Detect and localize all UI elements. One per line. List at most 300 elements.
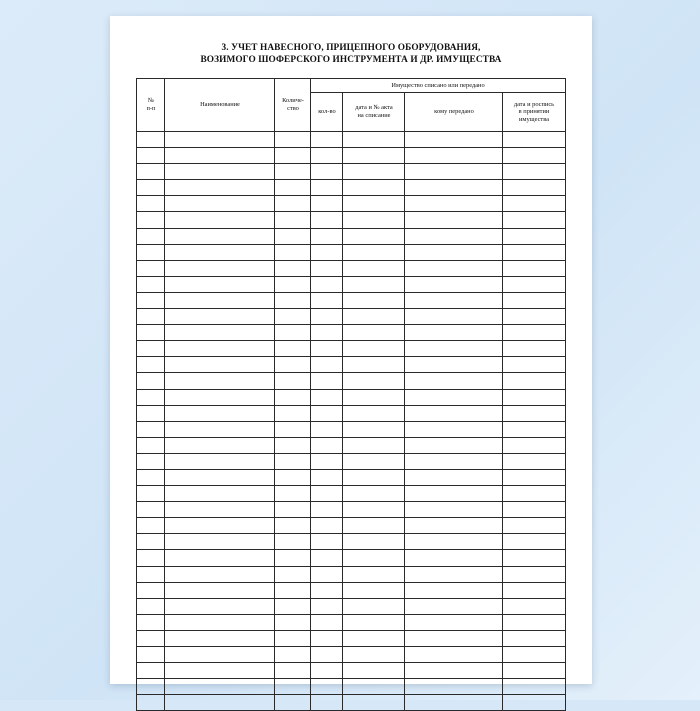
cell-recipient[interactable] xyxy=(405,695,503,711)
cell-kolvo[interactable] xyxy=(311,164,343,180)
cell-quantity[interactable] xyxy=(275,212,311,228)
cell-quantity[interactable] xyxy=(275,341,311,357)
cell-kolvo[interactable] xyxy=(311,260,343,276)
cell-number[interactable] xyxy=(137,405,165,421)
cell-signature[interactable] xyxy=(503,260,565,276)
cell-act[interactable] xyxy=(343,502,405,518)
column-header-number-line-2: п-п xyxy=(146,105,156,112)
cell-name[interactable] xyxy=(165,244,275,260)
cell-recipient[interactable] xyxy=(405,292,503,308)
cell-kolvo[interactable] xyxy=(311,598,343,614)
cell-quantity[interactable] xyxy=(275,647,311,663)
cell-name[interactable] xyxy=(165,695,275,711)
table-row[interactable] xyxy=(137,647,565,663)
cell-kolvo[interactable] xyxy=(311,389,343,405)
cell-number[interactable] xyxy=(137,582,165,598)
cell-recipient[interactable] xyxy=(405,196,503,212)
table-row[interactable] xyxy=(137,180,565,196)
cell-recipient[interactable] xyxy=(405,309,503,325)
cell-quantity[interactable] xyxy=(275,582,311,598)
cell-name[interactable] xyxy=(165,260,275,276)
cell-kolvo[interactable] xyxy=(311,566,343,582)
cell-name[interactable] xyxy=(165,405,275,421)
cell-signature[interactable] xyxy=(503,630,565,646)
cell-act[interactable] xyxy=(343,437,405,453)
cell-number[interactable] xyxy=(137,309,165,325)
cell-signature[interactable] xyxy=(503,405,565,421)
cell-act[interactable] xyxy=(343,614,405,630)
cell-kolvo[interactable] xyxy=(311,647,343,663)
cell-quantity[interactable] xyxy=(275,276,311,292)
cell-signature[interactable] xyxy=(503,341,565,357)
cell-quantity[interactable] xyxy=(275,309,311,325)
cell-quantity[interactable] xyxy=(275,228,311,244)
cell-signature[interactable] xyxy=(503,196,565,212)
table-row[interactable] xyxy=(137,292,565,308)
table-row[interactable] xyxy=(137,276,565,292)
cell-number[interactable] xyxy=(137,695,165,711)
cell-kolvo[interactable] xyxy=(311,695,343,711)
cell-act[interactable] xyxy=(343,518,405,534)
cell-act[interactable] xyxy=(343,405,405,421)
cell-recipient[interactable] xyxy=(405,469,503,485)
cell-number[interactable] xyxy=(137,469,165,485)
cell-kolvo[interactable] xyxy=(311,341,343,357)
cell-name[interactable] xyxy=(165,486,275,502)
cell-act[interactable] xyxy=(343,695,405,711)
cell-act[interactable] xyxy=(343,421,405,437)
cell-signature[interactable] xyxy=(503,228,565,244)
cell-signature[interactable] xyxy=(503,292,565,308)
cell-signature[interactable] xyxy=(503,148,565,164)
cell-quantity[interactable] xyxy=(275,292,311,308)
cell-act[interactable] xyxy=(343,260,405,276)
table-row[interactable] xyxy=(137,164,565,180)
table-row[interactable] xyxy=(137,405,565,421)
cell-number[interactable] xyxy=(137,437,165,453)
column-header-number-line-1: № xyxy=(147,97,155,105)
column-header-quantity-line-1: Количе- xyxy=(282,97,304,105)
cell-kolvo[interactable] xyxy=(311,196,343,212)
cell-name[interactable] xyxy=(165,228,275,244)
cell-kolvo[interactable] xyxy=(311,309,343,325)
cell-act[interactable] xyxy=(343,309,405,325)
cell-signature[interactable] xyxy=(503,695,565,711)
cell-quantity[interactable] xyxy=(275,453,311,469)
cell-signature[interactable] xyxy=(503,469,565,485)
cell-quantity[interactable] xyxy=(275,663,311,679)
cell-act[interactable] xyxy=(343,292,405,308)
cell-recipient[interactable] xyxy=(405,421,503,437)
cell-kolvo[interactable] xyxy=(311,132,343,148)
column-header-act xyxy=(343,93,405,132)
cell-signature[interactable] xyxy=(503,132,565,148)
table-row[interactable] xyxy=(137,550,565,566)
table-row[interactable] xyxy=(137,614,565,630)
cell-number[interactable] xyxy=(137,663,165,679)
cell-number[interactable] xyxy=(137,647,165,663)
cell-kolvo[interactable] xyxy=(311,357,343,373)
table-row[interactable] xyxy=(137,502,565,518)
cell-recipient[interactable] xyxy=(405,437,503,453)
page-title-line-2: ВОЗИМОГО ШОФЕРСКОГО ИНСТРУМЕНТА И ДР. ИМУЩЕСТВА xyxy=(200,55,502,65)
cell-recipient[interactable] xyxy=(405,679,503,695)
cell-signature[interactable] xyxy=(503,373,565,389)
cell-name[interactable] xyxy=(165,180,275,196)
cell-recipient[interactable] xyxy=(405,534,503,550)
cell-name[interactable] xyxy=(165,550,275,566)
cell-recipient[interactable] xyxy=(405,276,503,292)
cell-signature[interactable] xyxy=(503,679,565,695)
cell-signature[interactable] xyxy=(503,582,565,598)
cell-name[interactable] xyxy=(165,292,275,308)
cell-act[interactable] xyxy=(343,373,405,389)
cell-name[interactable] xyxy=(165,566,275,582)
cell-quantity[interactable] xyxy=(275,132,311,148)
table-row[interactable] xyxy=(137,389,565,405)
cell-kolvo[interactable] xyxy=(311,518,343,534)
table-row[interactable] xyxy=(137,325,565,341)
cell-signature[interactable] xyxy=(503,614,565,630)
cell-name[interactable] xyxy=(165,534,275,550)
table-row[interactable] xyxy=(137,534,565,550)
cell-signature[interactable] xyxy=(503,325,565,341)
cell-recipient[interactable] xyxy=(405,518,503,534)
cell-quantity[interactable] xyxy=(275,550,311,566)
cell-number[interactable] xyxy=(137,357,165,373)
column-header-signature xyxy=(503,93,565,132)
cell-quantity[interactable] xyxy=(275,486,311,502)
cell-quantity[interactable] xyxy=(275,373,311,389)
cell-signature[interactable] xyxy=(503,518,565,534)
cell-quantity[interactable] xyxy=(275,534,311,550)
cell-number[interactable] xyxy=(137,260,165,276)
cell-number[interactable] xyxy=(137,389,165,405)
cell-kolvo[interactable] xyxy=(311,180,343,196)
cell-number[interactable] xyxy=(137,598,165,614)
cell-name[interactable] xyxy=(165,614,275,630)
cell-recipient[interactable] xyxy=(405,598,503,614)
cell-kolvo[interactable] xyxy=(311,550,343,566)
table-row[interactable] xyxy=(137,518,565,534)
column-header-recipient: кому передано xyxy=(405,93,503,132)
cell-kolvo[interactable] xyxy=(311,212,343,228)
cell-act[interactable] xyxy=(343,582,405,598)
cell-number[interactable] xyxy=(137,534,165,550)
table-row[interactable] xyxy=(137,566,565,582)
cell-quantity[interactable] xyxy=(275,405,311,421)
cell-name[interactable] xyxy=(165,341,275,357)
cell-number[interactable] xyxy=(137,292,165,308)
table-row[interactable] xyxy=(137,486,565,502)
cell-recipient[interactable] xyxy=(405,341,503,357)
column-header-act-line-1: дата и № акта xyxy=(355,104,393,112)
cell-number[interactable] xyxy=(137,132,165,148)
cell-signature[interactable] xyxy=(503,534,565,550)
cell-signature[interactable] xyxy=(503,550,565,566)
cell-kolvo[interactable] xyxy=(311,679,343,695)
table-row[interactable] xyxy=(137,679,565,695)
cell-act[interactable] xyxy=(343,679,405,695)
cell-act[interactable] xyxy=(343,469,405,485)
cell-quantity[interactable] xyxy=(275,437,311,453)
cell-signature[interactable] xyxy=(503,389,565,405)
cell-quantity[interactable] xyxy=(275,164,311,180)
cell-quantity[interactable] xyxy=(275,196,311,212)
cell-recipient[interactable] xyxy=(405,405,503,421)
table-row[interactable] xyxy=(137,244,565,260)
cell-number[interactable] xyxy=(137,453,165,469)
cell-number[interactable] xyxy=(137,228,165,244)
cell-name[interactable] xyxy=(165,679,275,695)
cell-quantity[interactable] xyxy=(275,614,311,630)
cell-recipient[interactable] xyxy=(405,212,503,228)
cell-kolvo[interactable] xyxy=(311,244,343,260)
cell-recipient[interactable] xyxy=(405,630,503,646)
cell-act[interactable] xyxy=(343,212,405,228)
cell-kolvo[interactable] xyxy=(311,437,343,453)
cell-number[interactable] xyxy=(137,164,165,180)
cell-number[interactable] xyxy=(137,566,165,582)
cell-number[interactable] xyxy=(137,614,165,630)
table-row[interactable] xyxy=(137,341,565,357)
cell-name[interactable] xyxy=(165,630,275,646)
cell-recipient[interactable] xyxy=(405,164,503,180)
cell-number[interactable] xyxy=(137,148,165,164)
cell-signature[interactable] xyxy=(503,212,565,228)
cell-name[interactable] xyxy=(165,647,275,663)
cell-act[interactable] xyxy=(343,228,405,244)
cell-quantity[interactable] xyxy=(275,469,311,485)
cell-name[interactable] xyxy=(165,357,275,373)
cell-kolvo[interactable] xyxy=(311,405,343,421)
cell-quantity[interactable] xyxy=(275,389,311,405)
cell-kolvo[interactable] xyxy=(311,486,343,502)
cell-quantity[interactable] xyxy=(275,148,311,164)
table-row[interactable] xyxy=(137,373,565,389)
table-row[interactable] xyxy=(137,228,565,244)
cell-name[interactable] xyxy=(165,663,275,679)
cell-name[interactable] xyxy=(165,132,275,148)
cell-name[interactable] xyxy=(165,309,275,325)
cell-name[interactable] xyxy=(165,598,275,614)
cell-name[interactable] xyxy=(165,389,275,405)
column-header-number xyxy=(137,79,165,132)
cell-act[interactable] xyxy=(343,389,405,405)
cell-act[interactable] xyxy=(343,663,405,679)
cell-act[interactable] xyxy=(343,276,405,292)
cell-act[interactable] xyxy=(343,647,405,663)
cell-recipient[interactable] xyxy=(405,453,503,469)
cell-kolvo[interactable] xyxy=(311,469,343,485)
cell-kolvo[interactable] xyxy=(311,663,343,679)
cell-signature[interactable] xyxy=(503,437,565,453)
cell-quantity[interactable] xyxy=(275,260,311,276)
cell-number[interactable] xyxy=(137,341,165,357)
table-row[interactable] xyxy=(137,663,565,679)
cell-quantity[interactable] xyxy=(275,566,311,582)
cell-signature[interactable] xyxy=(503,453,565,469)
cell-number[interactable] xyxy=(137,325,165,341)
table-header xyxy=(137,79,565,132)
cell-quantity[interactable] xyxy=(275,244,311,260)
cell-recipient[interactable] xyxy=(405,357,503,373)
cell-signature[interactable] xyxy=(503,180,565,196)
cell-kolvo[interactable] xyxy=(311,325,343,341)
cell-kolvo[interactable] xyxy=(311,421,343,437)
table-row[interactable] xyxy=(137,212,565,228)
cell-signature[interactable] xyxy=(503,598,565,614)
table-row[interactable] xyxy=(137,196,565,212)
cell-number[interactable] xyxy=(137,244,165,260)
cell-kolvo[interactable] xyxy=(311,292,343,308)
cell-name[interactable] xyxy=(165,164,275,180)
table-row[interactable] xyxy=(137,695,565,711)
cell-act[interactable] xyxy=(343,244,405,260)
table-row[interactable] xyxy=(137,437,565,453)
cell-name[interactable] xyxy=(165,582,275,598)
cell-act[interactable] xyxy=(343,132,405,148)
cell-number[interactable] xyxy=(137,550,165,566)
cell-quantity[interactable] xyxy=(275,421,311,437)
cell-number[interactable] xyxy=(137,486,165,502)
cell-quantity[interactable] xyxy=(275,357,311,373)
cell-recipient[interactable] xyxy=(405,486,503,502)
cell-quantity[interactable] xyxy=(275,502,311,518)
cell-kolvo[interactable] xyxy=(311,373,343,389)
cell-number[interactable] xyxy=(137,180,165,196)
table-row[interactable] xyxy=(137,260,565,276)
cell-name[interactable] xyxy=(165,148,275,164)
cell-name[interactable] xyxy=(165,212,275,228)
cell-kolvo[interactable] xyxy=(311,502,343,518)
cell-recipient[interactable] xyxy=(405,582,503,598)
table-row[interactable] xyxy=(137,357,565,373)
cell-act[interactable] xyxy=(343,598,405,614)
cell-signature[interactable] xyxy=(503,502,565,518)
cell-recipient[interactable] xyxy=(405,614,503,630)
cell-signature[interactable] xyxy=(503,164,565,180)
cell-quantity[interactable] xyxy=(275,325,311,341)
cell-act[interactable] xyxy=(343,180,405,196)
table-row[interactable] xyxy=(137,469,565,485)
cell-act[interactable] xyxy=(343,566,405,582)
table-row[interactable] xyxy=(137,309,565,325)
cell-signature[interactable] xyxy=(503,357,565,373)
cell-name[interactable] xyxy=(165,325,275,341)
cell-signature[interactable] xyxy=(503,647,565,663)
cell-name[interactable] xyxy=(165,469,275,485)
cell-number[interactable] xyxy=(137,212,165,228)
cell-recipient[interactable] xyxy=(405,180,503,196)
cell-kolvo[interactable] xyxy=(311,630,343,646)
cell-kolvo[interactable] xyxy=(311,582,343,598)
cell-recipient[interactable] xyxy=(405,566,503,582)
cell-signature[interactable] xyxy=(503,421,565,437)
cell-recipient[interactable] xyxy=(405,389,503,405)
cell-recipient[interactable] xyxy=(405,132,503,148)
cell-act[interactable] xyxy=(343,630,405,646)
cell-act[interactable] xyxy=(343,534,405,550)
cell-name[interactable] xyxy=(165,196,275,212)
table-row[interactable] xyxy=(137,421,565,437)
cell-number[interactable] xyxy=(137,276,165,292)
cell-kolvo[interactable] xyxy=(311,453,343,469)
cell-quantity[interactable] xyxy=(275,180,311,196)
cell-kolvo[interactable] xyxy=(311,534,343,550)
cell-number[interactable] xyxy=(137,373,165,389)
table-row[interactable] xyxy=(137,598,565,614)
cell-name[interactable] xyxy=(165,518,275,534)
cell-act[interactable] xyxy=(343,550,405,566)
cell-kolvo[interactable] xyxy=(311,228,343,244)
cell-number[interactable] xyxy=(137,679,165,695)
cell-signature[interactable] xyxy=(503,244,565,260)
cell-recipient[interactable] xyxy=(405,148,503,164)
table-row[interactable] xyxy=(137,630,565,646)
cell-number[interactable] xyxy=(137,502,165,518)
cell-quantity[interactable] xyxy=(275,598,311,614)
cell-quantity[interactable] xyxy=(275,679,311,695)
cell-recipient[interactable] xyxy=(405,373,503,389)
cell-act[interactable] xyxy=(343,486,405,502)
cell-kolvo[interactable] xyxy=(311,614,343,630)
table-row[interactable] xyxy=(137,132,565,148)
cell-act[interactable] xyxy=(343,196,405,212)
cell-kolvo[interactable] xyxy=(311,276,343,292)
cell-name[interactable] xyxy=(165,453,275,469)
cell-name[interactable] xyxy=(165,502,275,518)
cell-kolvo[interactable] xyxy=(311,148,343,164)
cell-act[interactable] xyxy=(343,148,405,164)
cell-act[interactable] xyxy=(343,453,405,469)
cell-quantity[interactable] xyxy=(275,695,311,711)
column-header-name: Наименование xyxy=(165,79,275,132)
cell-name[interactable] xyxy=(165,373,275,389)
cell-name[interactable] xyxy=(165,421,275,437)
table-row[interactable] xyxy=(137,453,565,469)
cell-quantity[interactable] xyxy=(275,630,311,646)
cell-signature[interactable] xyxy=(503,276,565,292)
cell-quantity[interactable] xyxy=(275,518,311,534)
cell-name[interactable] xyxy=(165,276,275,292)
cell-act[interactable] xyxy=(343,325,405,341)
cell-recipient[interactable] xyxy=(405,244,503,260)
cell-recipient[interactable] xyxy=(405,260,503,276)
cell-number[interactable] xyxy=(137,421,165,437)
cell-recipient[interactable] xyxy=(405,502,503,518)
cell-name[interactable] xyxy=(165,437,275,453)
cell-act[interactable] xyxy=(343,357,405,373)
cell-number[interactable] xyxy=(137,630,165,646)
cell-signature[interactable] xyxy=(503,663,565,679)
cell-recipient[interactable] xyxy=(405,663,503,679)
cell-recipient[interactable] xyxy=(405,325,503,341)
table-body xyxy=(137,132,565,711)
table-row[interactable] xyxy=(137,582,565,598)
cell-signature[interactable] xyxy=(503,309,565,325)
cell-signature[interactable] xyxy=(503,486,565,502)
cell-recipient[interactable] xyxy=(405,550,503,566)
cell-number[interactable] xyxy=(137,518,165,534)
cell-number[interactable] xyxy=(137,196,165,212)
cell-signature[interactable] xyxy=(503,566,565,582)
cell-act[interactable] xyxy=(343,341,405,357)
cell-recipient[interactable] xyxy=(405,647,503,663)
table-row[interactable] xyxy=(137,148,565,164)
cell-act[interactable] xyxy=(343,164,405,180)
cell-recipient[interactable] xyxy=(405,228,503,244)
